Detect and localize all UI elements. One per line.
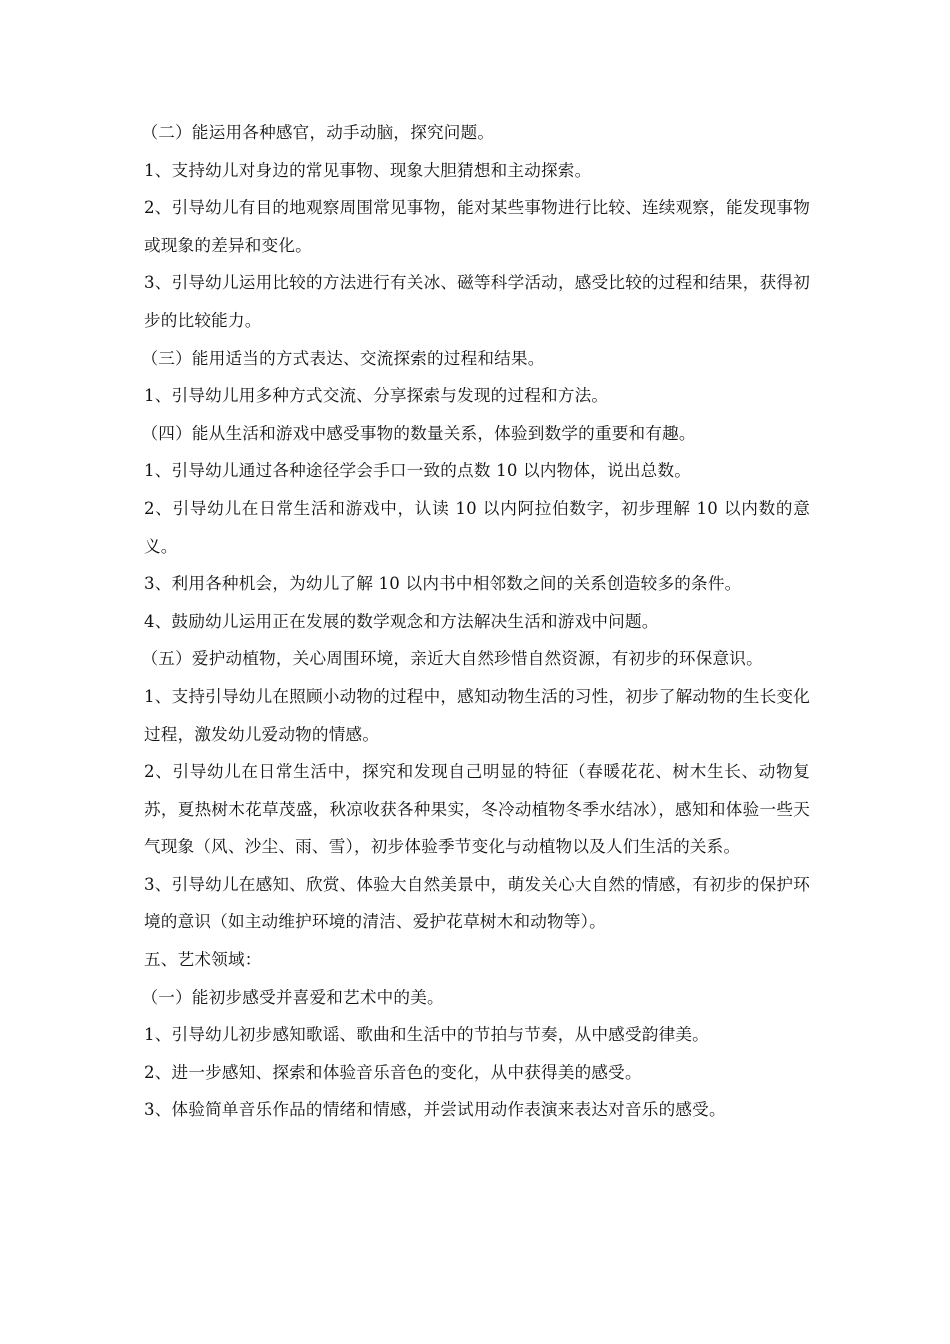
section-heading-1: （一）能初步感受并喜爱和艺术中的美。 <box>141 987 444 1007</box>
list-item: 1、引导幼儿通过各种途径学会手口一致的点数 10 以内物体，说出总数。 <box>144 461 692 481</box>
list-item: 1、引导幼儿初步感知歌谣、歌曲和生活中的节拍与节奏，从中感受韵律美。 <box>144 1025 709 1045</box>
list-item: 1、引导幼儿用多种方式交流、分享探索与发现的过程和方法。 <box>144 386 609 406</box>
list-item: 3、引导幼儿运用比较的方法进行有关冰、磁等科学活动，感受比较的过程和结果，获得初步的比较能力。 <box>144 273 810 330</box>
list-item: 2、引导幼儿在日常生活中，探究和发现自己明显的特征（春暖花花、树木生长、动物复苏，夏热树木花草茂盛，秋凉收获各种果实，冬冷动植物冬季水结冰），感知和体验一些天气现象（风、沙尘、雨、雪），初步体验季节变化与动植物以及人们生活的关系。 <box>144 762 810 857</box>
list-item: 1、支持幼儿对身边的常见事物、现象大胆猜想和主动探索。 <box>144 160 592 180</box>
list-item: 4、鼓励幼儿运用正在发展的数学观念和方法解决生活和游戏中问题。 <box>144 611 659 631</box>
chapter-heading-art: 五、艺术领域： <box>144 950 262 970</box>
section-heading-4: （四）能从生活和游戏中感受事物的数量关系，体验到数学的重要和有趣。 <box>141 423 696 443</box>
list-item: 3、引导幼儿在感知、欣赏、体验大自然美景中，萌发关心大自然的情感，有初步的保护环境的意识（如主动维护环境的清洁、爱护花草树木和动物等）。 <box>144 874 810 932</box>
list-item: 2、引导幼儿在日常生活和游戏中，认读 10 以内阿拉伯数字，初步理解 10 以内数的意义。 <box>144 498 810 556</box>
document-body <box>141 114 810 1129</box>
list-item: 2、引导幼儿有目的地观察周围常见事物，能对某些事物进行比较、连续观察，能发现事物或现象的差异和变化。 <box>144 198 810 255</box>
list-item: 2、进一步感知、探索和体验音乐音色的变化，从中获得美的感受。 <box>144 1062 642 1082</box>
list-item: 1、支持引导幼儿在照顾小动物的过程中，感知动物生活的习性，初步了解动物的生长变化过程，激发幼儿爱动物的情感。 <box>144 686 810 744</box>
list-item: 3、利用各种机会，为幼儿了解 10 以内书中相邻数之间的关系创造较多的条件。 <box>144 574 742 594</box>
section-heading-3: （三）能用适当的方式表达、交流探索的过程和结果。 <box>141 348 545 368</box>
list-item: 3、体验简单音乐作品的情绪和情感，并尝试用动作表演来表达对音乐的感受。 <box>144 1100 726 1120</box>
section-heading-5: （五）爱护动植物，关心周围环境，亲近大自然珍惜自然资源，有初步的环保意识。 <box>141 649 763 669</box>
section-heading-2: （二）能运用各种感官，动手动脑，探究问题。 <box>141 123 495 142</box>
